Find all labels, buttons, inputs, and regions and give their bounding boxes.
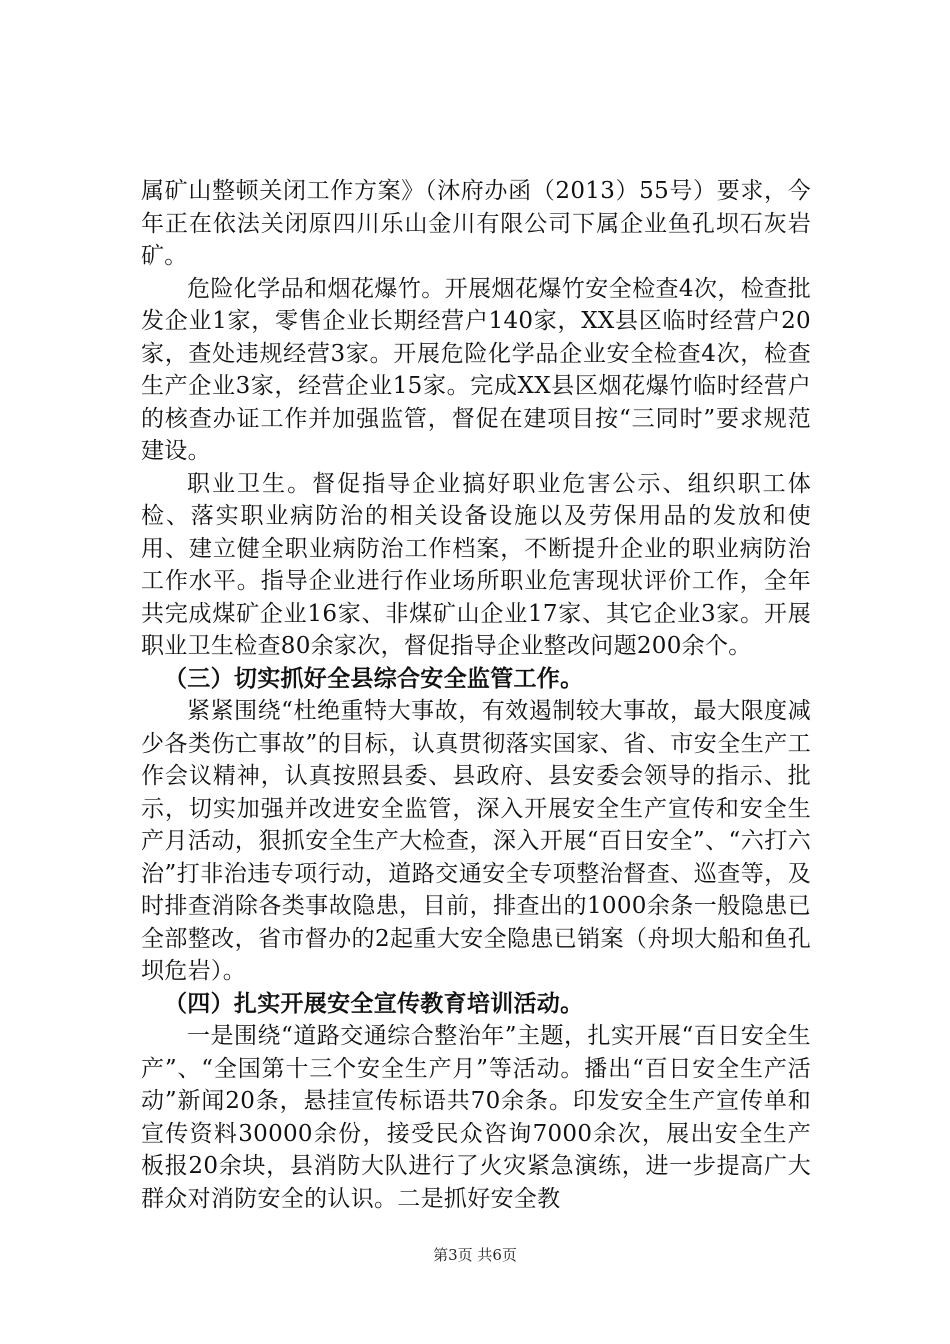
paragraph-safety-education: 一是围绕“道路交通综合整治年”主题，扎实开展“百日安全生产”、“全国第十三个安全生产月”等活动。播出“百日安全生产活动”新闻20条，悬挂宣传标语共70余条。印发安全生产宣传单和宣传资料30000余份，接受民众咨询7000余次，展出安全生产板报20余块，县消防大队进行了火灾紧急演练，进一步提高广大群众对消防安全的认识。二是抓好安全教	[141, 1023, 811, 1212]
paragraph-occupational-health: 职业卫生。督促指导企业搞好职业危害公示、组织职工体检、落实职业病防治的相关设备设施以及劳保用品的发放和使用、建立健全职业病防治工作档案，不断提升企业的职业病防治工作水平。指导企业进行作业场所职业危害现状评价工作，全年共完成煤矿企业16家、非煤矿山企业17家、其它企业3家。开展职业卫生检查80余家次，督促指导企业整改问题200余个。	[141, 470, 811, 659]
section-heading-3: （三）切实抓好全县综合安全监管工作。	[164, 665, 584, 692]
section-heading-4: （四）扎实开展安全宣传教育培训活动。	[164, 990, 584, 1017]
paragraph-hazardous-chemicals: 危险化学品和烟花爆竹。开展烟花爆竹安全检查4次，检查批发企业1家，零售企业长期经营户140家，XX县区临时经营户20家，查处违规经营3家。开展危险化学品企业安全检查4次，检查生产企业3家，经营企业15家。完成XX县区烟花爆竹临时经营户的核查办证工作并加强监管，督促在建项目按“三同时”要求规范建设。	[141, 275, 811, 464]
document-body	[141, 175, 811, 1215]
paragraph-continuation: 属矿山整顿关闭工作方案》（沐府办函（2013）55号）要求，今年正在依法关闭原四川乐山金川有限公司下属企业鱼孔坝石灰岩矿。	[141, 178, 811, 269]
paragraph-safety-supervision: 紧紧围绕“杜绝重特大事故，有效遏制较大事故，最大限度减少各类伤亡事故”的目标，认真贯彻落实国家、省、市安全生产工作会议精神，认真按照县委、县政府、县安委会领导的指示、批示，切实加强并改进安全监管，深入开展安全生产宣传和安全生产月活动，狠抓安全生产大检查，深入开展“百日安全”、“六打六治”打非治违专项行动，道路交通安全专项整治督查、巡查等，及时排查消除各类事故隐患，目前，排查出的1000余条一般隐患已全部整改，省市督办的2起重大安全隐患已销案（舟坝大船和鱼孔坝危岩）。	[141, 698, 811, 984]
page-footer: 第3页 共6页	[433, 1246, 517, 1264]
